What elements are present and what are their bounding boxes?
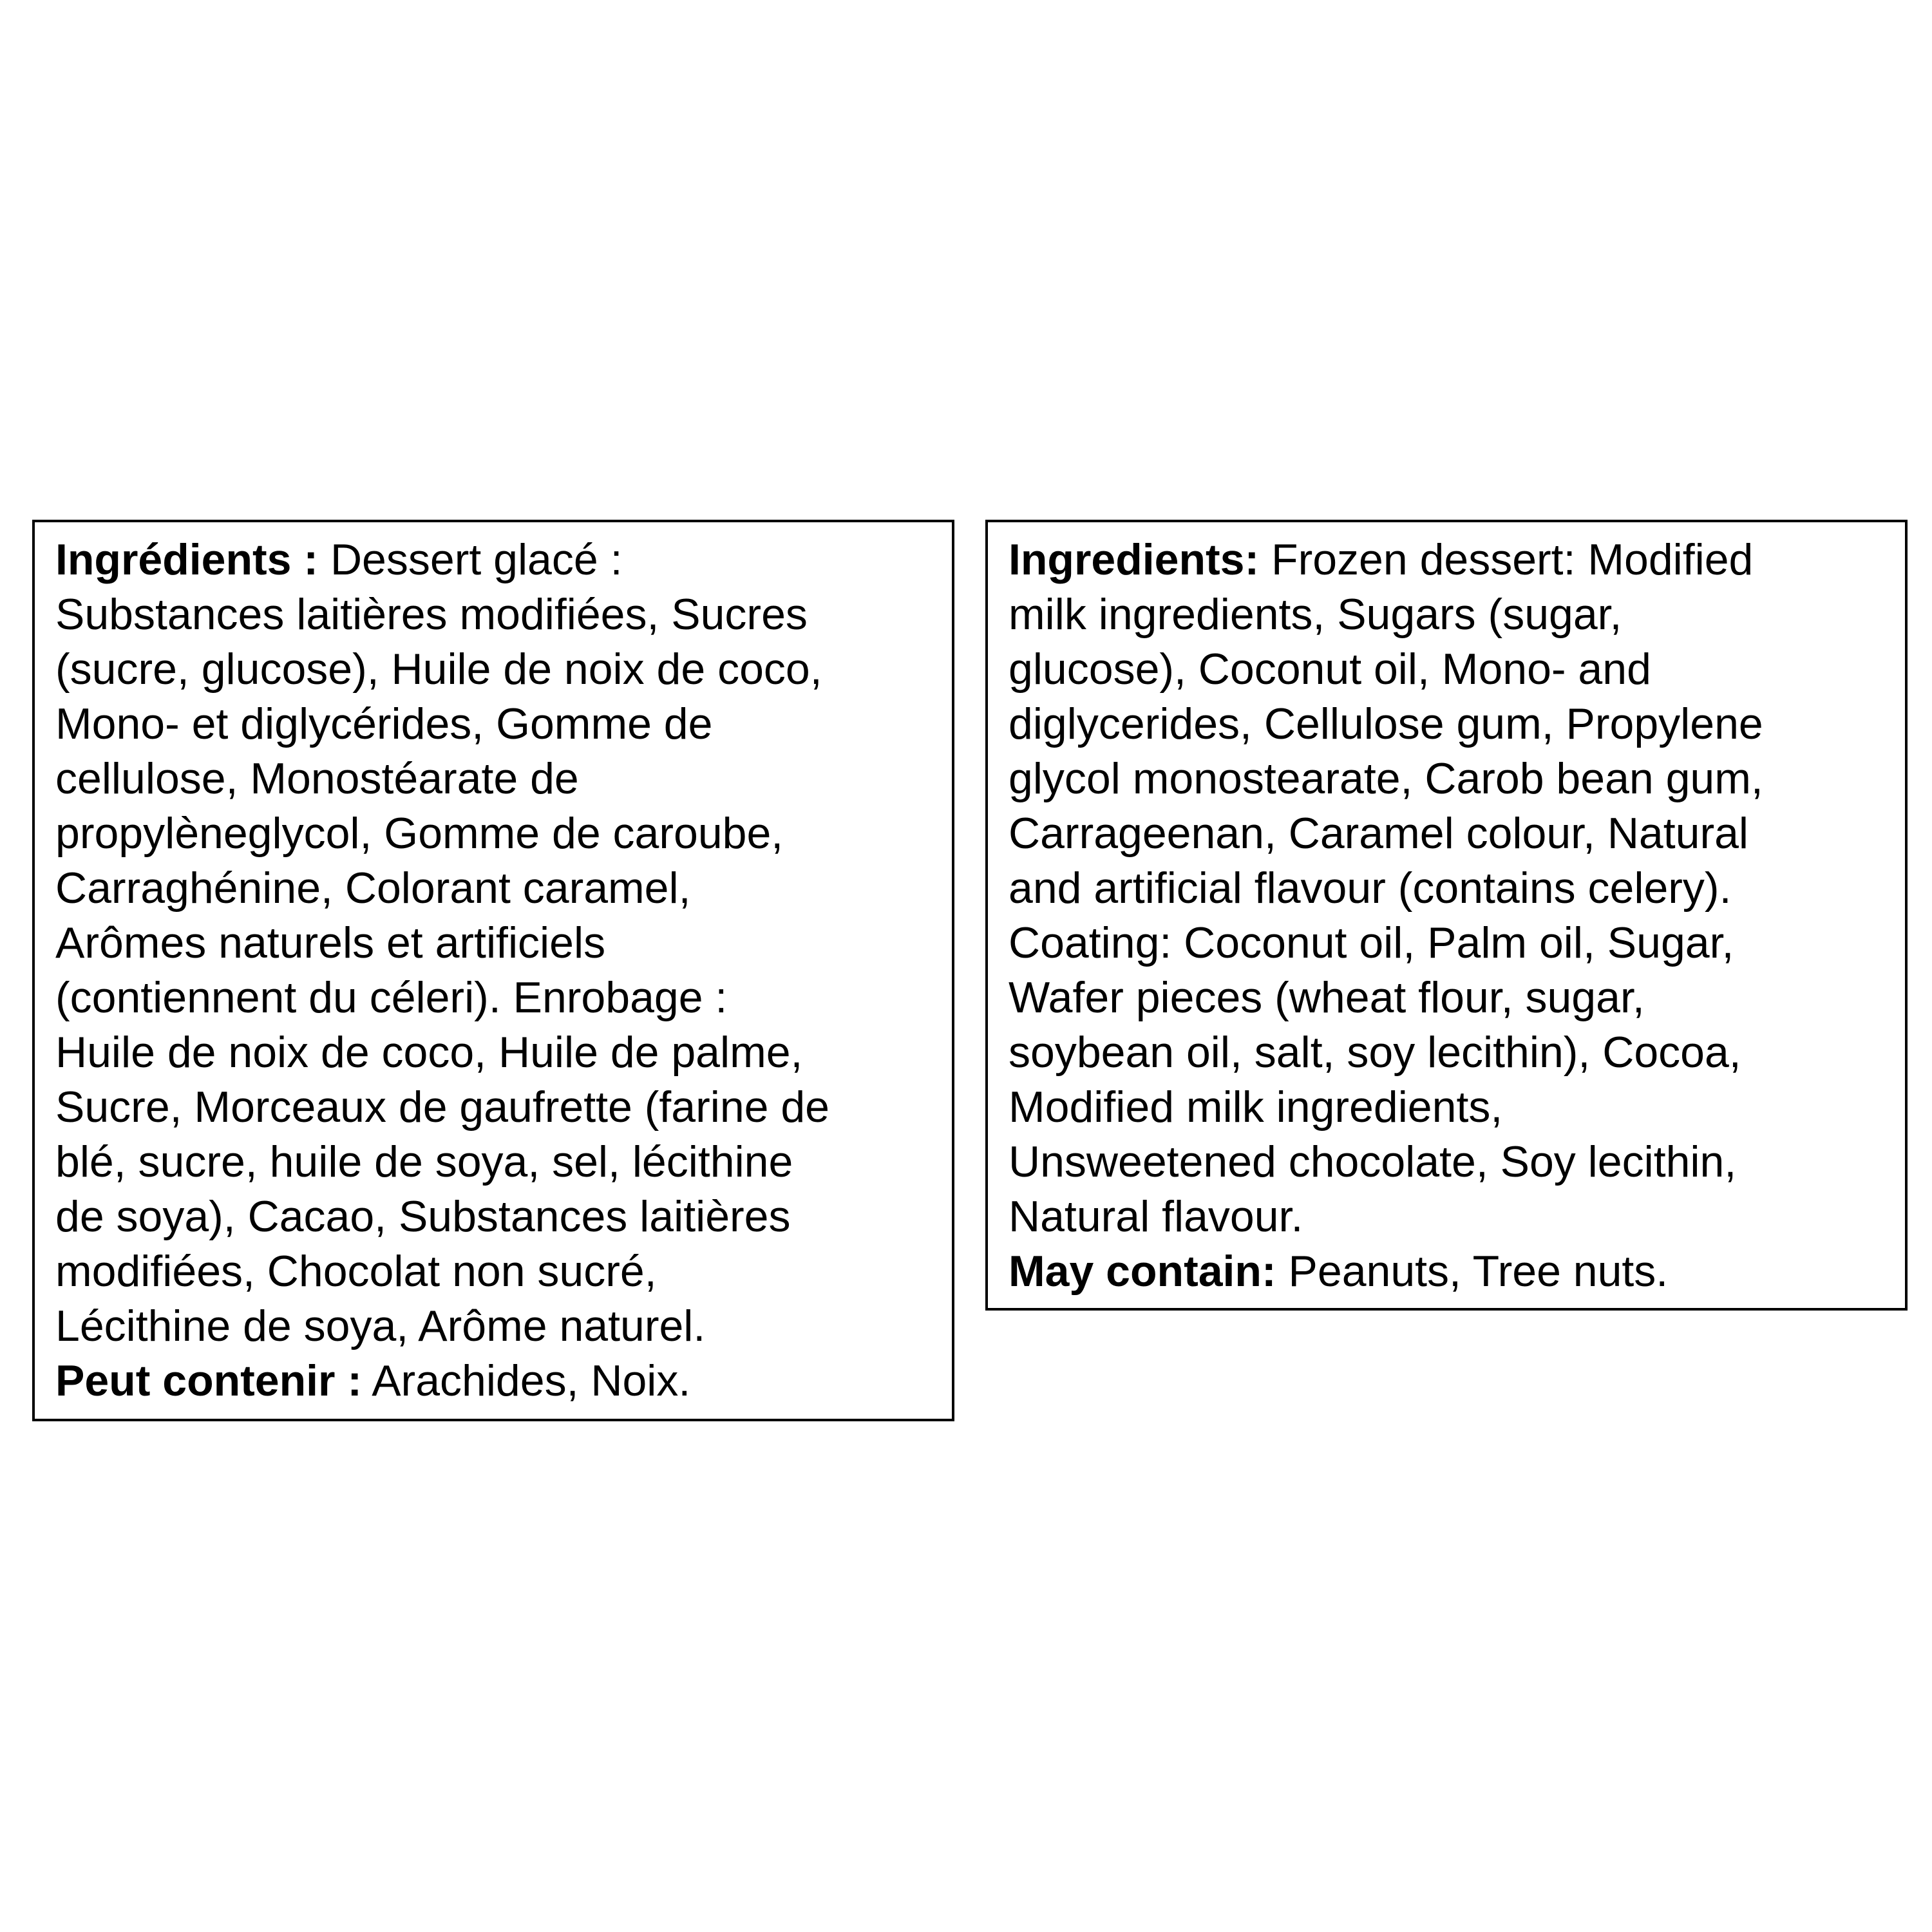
french-line: modifiées, Chocolat non sucré, [55, 1247, 657, 1296]
french-line: Sucre, Morceaux de gaufrette (farine de [55, 1083, 829, 1132]
french-may-contain-label: Peut contenir : [55, 1356, 363, 1405]
english-line: soybean oil, salt, soy lecithin), Cocoa, [1009, 1028, 1741, 1077]
english-line: Carrageenan, Caramel colour, Natural [1009, 809, 1749, 858]
french-line: de soya), Cacao, Substances laitières [55, 1192, 791, 1241]
english-line: and artificial flavour (contains celery). [1009, 864, 1732, 913]
french-ingredients-box [32, 520, 954, 1421]
french-line: Substances laitières modifiées, Sucres [55, 590, 808, 639]
french-line: (sucre, glucose), Huile de noix de coco, [55, 645, 822, 694]
english-line: Frozen dessert: Modified [1271, 535, 1754, 584]
french-line: Dessert glacé : [330, 535, 623, 584]
french-line: Mono- et diglycérides, Gomme de [55, 699, 713, 748]
french-line: Huile de noix de coco, Huile de palme, [55, 1028, 803, 1077]
english-line: glucose), Coconut oil, Mono- and [1009, 645, 1651, 694]
french-line: propylèneglycol, Gomme de caroube, [55, 809, 784, 858]
french-line: Carraghénine, Colorant caramel, [55, 864, 691, 913]
english-line: Wafer pieces (wheat flour, sugar, [1009, 973, 1645, 1022]
english-line: Coating: Coconut oil, Palm oil, Sugar, [1009, 918, 1734, 967]
french-line: (contiennent du céleri). Enrobage : [55, 973, 728, 1022]
english-ingredients-paragraph [1009, 533, 1886, 1299]
english-line: milk ingredients, Sugars (sugar, [1009, 590, 1622, 639]
french-line: cellulose, Monostéarate de [55, 754, 579, 803]
english-may-contain-text: Peanuts, Tree nuts. [1288, 1247, 1669, 1296]
english-line: diglycerides, Cellulose gum, Propylene [1009, 699, 1763, 748]
english-line: glycol monostearate, Carob bean gum, [1009, 754, 1763, 803]
english-ingredients-label: Ingredients: [1009, 535, 1260, 584]
french-ingredients-label: Ingrédients : [55, 535, 319, 584]
english-may-contain-label: May contain: [1009, 1247, 1276, 1296]
french-line: Lécithine de soya, Arôme naturel. [55, 1302, 706, 1350]
french-line: blé, sucre, huile de soya, sel, lécithine [55, 1137, 793, 1186]
french-line: Arômes naturels et artificiels [55, 918, 606, 967]
english-ingredients-box [985, 520, 1908, 1311]
french-may-contain-text: Arachides, Noix. [372, 1356, 691, 1405]
french-ingredients-paragraph [55, 533, 933, 1408]
english-line: Unsweetened chocolate, Soy lecithin, [1009, 1137, 1737, 1186]
english-line: Modified milk ingredients, [1009, 1083, 1503, 1132]
english-line: Natural flavour. [1009, 1192, 1303, 1241]
